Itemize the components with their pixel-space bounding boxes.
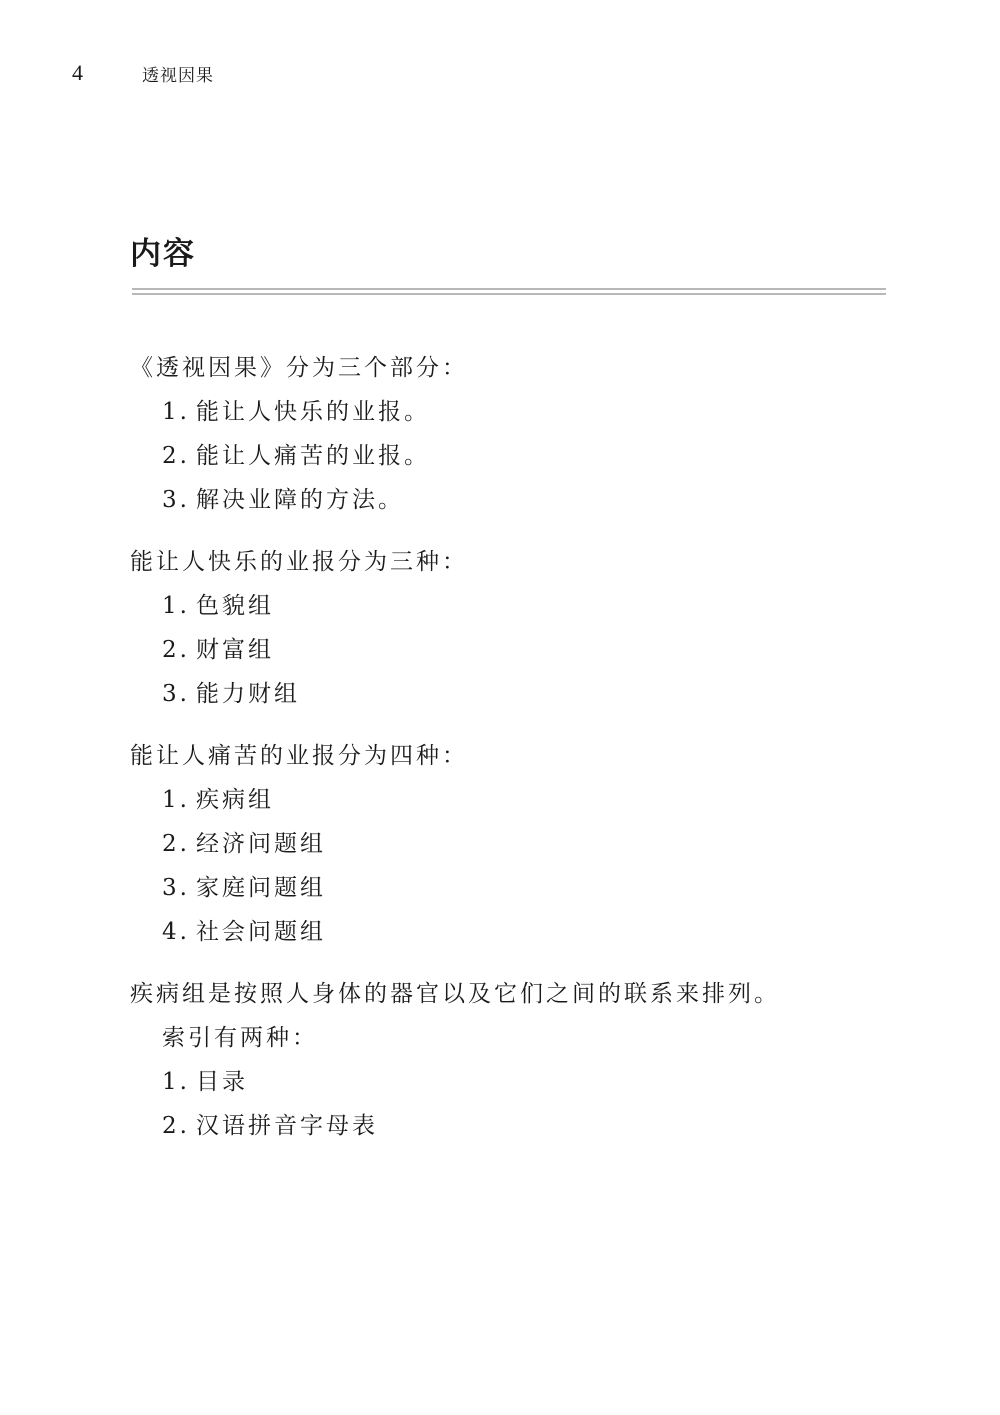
list-item-text: 能让人痛苦的业报。 [195,443,430,469]
content-block-happy [130,544,930,720]
list-item-number: 2. [162,443,190,469]
list-item-number: 3. [162,487,190,513]
list-item-text: 家庭问题组 [195,875,326,901]
running-header [72,58,214,88]
block-intro: 《透视因果》分为三个部分： [130,355,468,381]
content-block-parts [130,350,930,526]
list-item [130,782,930,826]
list-item-text: 能让人快乐的业报。 [195,399,430,425]
running-title: 透视因果 [142,65,214,86]
list-item-text: 社会问题组 [195,919,326,945]
list-item-text: 汉语拼音字母表 [195,1113,378,1139]
block-intro: 疾病组是按照人身体的器官以及它们之间的联系来排列。 [130,981,780,1007]
list-item [130,588,930,632]
list-item [130,1064,930,1108]
list-item-text: 财富组 [195,637,274,663]
list-item-text: 解决业障的方法。 [195,487,404,513]
block-intro: 能让人痛苦的业报分为四种： [130,743,468,769]
list-item-number: 1. [162,1069,190,1095]
list-item-number: 1. [162,787,190,813]
section-title: 内容 [130,236,196,272]
list-item-text: 能力财组 [195,681,300,707]
list-item-number: 3. [162,681,190,707]
content-body [130,350,930,1152]
title-divider [132,288,886,295]
list-item [130,438,930,482]
list-item [130,676,930,720]
list-item-number: 4. [162,919,190,945]
content-block-index [130,976,930,1152]
page-number: 4 [72,60,83,85]
block-subintro: 索引有两种： [162,1025,318,1051]
list-item-number: 2. [162,831,190,857]
content-block-suffering [130,738,930,958]
list-item [130,826,930,870]
list-item-number: 1. [162,399,190,425]
list-item [130,914,930,958]
block-intro: 能让人快乐的业报分为三种： [130,549,468,575]
list-item-text: 色貌组 [195,593,274,619]
list-item-text: 经济问题组 [195,831,326,857]
list-item-number: 3. [162,875,190,901]
list-item [130,632,930,676]
list-item-number: 1. [162,593,190,619]
list-item-number: 2. [162,637,190,663]
list-item-text: 疾病组 [195,787,274,813]
list-item [130,870,930,914]
list-item [130,394,930,438]
list-item-text: 目录 [195,1069,248,1095]
list-item [130,482,930,526]
list-item [130,1108,930,1152]
list-item-number: 2. [162,1113,190,1139]
